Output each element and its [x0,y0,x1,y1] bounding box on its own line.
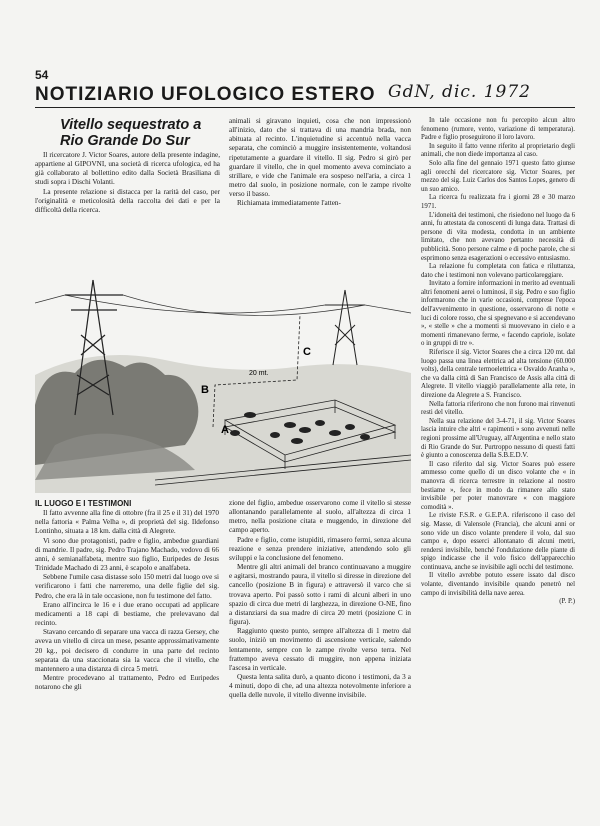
body-paragraph: animali si giravano inquieti, cosa che non impressionò all'inizio, dato che si trattava di una mandria brada, non abituata al recinto. L'inquietudine si accentuò nella vacca separata, che cominciò a muggire insistentemente, voltandosi ripetutamente a guardare il vitello. Il sig. Pedro si girò per guardare il vitello, che in quel momento aveva cominciato a strillare, e vide che l'animale era sospeso nell'aria, a circa 1 metro dal suolo, in posizione normale, con le zampe rivolte verso il basso. [229,117,411,199]
intro-paragraph: Il ricercatore J. Victor Soares, autore della presente indagine, appartiene al GIPOVNI, una società di ricerca ufologica, ed ha già collaborato al bollettino edito dalla Società Brasiliana di studi sopra i Dischi Volanti. [35,151,220,187]
body-paragraph: Erano all'incirca le 16 e i due erano occupati ad applicare medicamenti a 18 capi di bestiame, che prelevavano dal recinto. [35,600,219,628]
body-paragraph: Sebbene l'umile casa distasse solo 150 metri dal luogo ove si verificarono i fatti che narreremo, una delle figlie del sig. Pedro, che era là in tale occasione, non fu testimone del fatto. [35,573,219,600]
article-column-1-bottom [35,499,219,692]
body-paragraph: Il caso riferito dal sig. Victor Soares può essere ammesso come quello di un disco volante che « in manovra di ricerca terrestre in relazione al nostro bestiame », fece in modo da rimanere allo stato invisibile per poter manovrare « con maggiore comodità ». [421,460,575,511]
figure-distance-label: 20 mt. [249,370,269,377]
body-paragraph: In seguito il fatto venne riferito al proprietario degli animali, che non diede importanza al caso. [421,142,575,159]
body-paragraph: Riferisce il sig. Victor Soares che a circa 120 mt. dal luogo passa una linea elettrica ad alta tensione (60.000 volts), della centrale termoelettrica « Osvaldo Aranha », che va dalla città di San Francisco de Assis alla città di Alegrete. Il vitello viaggiò parallelamente alla rete, in direzione da Alegrete a S. Francisco. [421,349,575,399]
author-signature: (P. P.) [559,598,575,606]
body-paragraph: La relazione fu completata con fatica e riluttanza, dato che i testimoni non volevano particolareggiare. [421,263,575,279]
body-paragraph: Mentre procedevano al trattamento, Pedro ed Euripedes notarono che gli [35,673,219,692]
article-column-2-top [229,117,411,209]
article-column-3 [421,117,575,607]
body-paragraph: Vi sono due protagonisti, padre e figlio, ambedue guardiani di mandrie. Il padre, sig. Pedro Trajano Machado, vedovo di 66 anni, è semianalfabeta, mentre suo figlio, Euripedes de Jesus Trinidade Machado di 23 anni, è scapolo e analfabeta. [35,536,219,573]
body-paragraph: L'idoneità dei testimoni, che risiedono nel luogo da 6 anni, fu attestata da conoscenti di lunga data. Trattasi di persone di vita modesta, condotta in un ambiente limitato, che non avevano pertanto necessità di pubblicità. Sono persone calme e di poche parole, che si esprimono senza esagerazioni o eccessivo entusiasmo. [421,211,575,262]
section-heading: IL LUOGO E I TESTIMONI [35,499,132,508]
body-paragraph: Richiamata immediatamente l'atten- [237,199,341,208]
handwritten-annotation: GdN, dic. 1972 [388,82,531,102]
body-paragraph: In tale occasione non fu percepito alcun altro fenomeno (rumore, vento, variazione di temperatura). Padre e figlio proseguirono il loro lavoro. [421,117,575,142]
figure-label-b: B [201,384,209,396]
body-paragraph: Raggiunto questo punto, sempre all'altezza di 1 metro dal suolo, iniziò un movimento di ascensione verticale, salendo lentamente, sempre con le zampe rivolte verso terra. Nel frattempo aveva cessato di muggire, non appena iniziata l'ascesa in verticale. [229,627,411,672]
body-paragraph: La ricerca fu realizzata fra i giorni 28 e 30 marzo 1971. [421,194,575,210]
body-paragraph: Nella fattoria riferirono che non furono mai rinvenuti resti del vitello. [421,400,575,417]
intro-paragraph: La presente relazione si distacca per la rarità del caso, per l'originalità e meticolosità della raccolta dei dati e per la difficoltà della ricerca. [35,187,220,214]
body-paragraph: Padre e figlio, come istupiditi, rimasero fermi, senza alcuna reazione e senza prendere iniziative, attendendo solo gli sviluppi e la conclusione del fenomeno. [229,535,411,562]
section-header: NOTIZIARIO UFOLOGICO ESTERO [35,84,376,105]
body-paragraph: Solo alla fine del gennaio 1971 questo fatto giunse agli orecchi del ricercatore sig. Victor Soares, per mezzo del sig. Luiz Carlos dos Santos Lopes, genero di un suo amico. [421,159,575,193]
body-paragraph: Le riviste F.S.R. e G.E.P.A. riferiscono il caso del sig. Masse, di Valensole (Francia), che alcuni anni or sono vide un disco volante prendere il volo, dal suo campo e, dopo esserci allontanato di alcuni metri, rendersi invisibile, benché l'ondulazione delle piante di spigo indicasse che il volo fisico dell'apparecchio continuava, anche se invisibile agli occhi del testimone. [421,512,575,571]
body-paragraph: Nella sua relazione del 3-4-71, il sig. Victor Soares lascia intuire che altri « rapimenti » sono avvenuti nelle regioni prossime all'Uruguay, all'Argentina e nello stato di Rio Grande do Sur. Purtroppo nessuno di questi fatti è giunto a conoscenza della S.B.E.D.V. [421,417,575,460]
body-paragraph: zione del figlio, ambedue osservarono come il vitello si stesse allontanando parallelamente al suolo, all'altezza di circa 1 metro, nella posizione citata e muggendo, in direzione del campo aperto. [229,499,411,535]
body-paragraph: Stavano cercando di separare una vacca di razza Gersey, che aveva un vitello di circa un mese, pesante approssimativamente 20 kg., poi decisero di condurre in una parte del recinto separata da una staccionata sia la vacca che il vitello, che mantennero a una distanza di circa 5 metri. [35,628,219,673]
intro-column [35,151,220,215]
article-title: Vitello sequestrato a Rio Grande Do Sur [60,117,202,149]
header-rule [35,107,575,108]
figure-label-a: A [221,424,229,436]
scene-illustration [35,255,411,493]
figure-label-c: C [303,346,311,358]
body-paragraph: Mentre gli altri animali del branco continuavano a muggire e agitarsi, mostrando paura, il vitello si diresse in direzione del cancello (posizione B in figura) e attraversò il varco che si trovava aperto. Poi passò sotto i rami di alcuni alberi in uno spazio di circa due metri di larghezza, in direzione O-NE, fino a distanziarsi da sua madre di circa 20 metri (posizione C in figura). [229,563,411,627]
body-paragraph: Invitato a fornire informazioni in merito ad eventuali altri fenomeni aerei o luminosi, il sig. Pedro e suo figlio informarono che in varie occasioni, comprese l'epoca dell'avvenimento in questione, osservarono di notte « luci di colore rosso, che si spegnevano e si accendevano », « stelle » che a momenti si muovevano in cielo e a momenti rimanevano ferme, « facendo capriole, isolate o in gruppi di tre ». [421,280,575,348]
body-paragraph: Questa lenta salita durò, a quanto dicono i testimoni, da 3 a 4 minuti, dopo di che, ad una altezza notevolmente inferiore a quella delle nuvole, il vitello divenne invisibile. [229,672,411,700]
body-paragraph: Il fatto avvenne alla fine di ottobre (fra il 25 e il 31) del 1970 nella fattoria « Palma Velha », di proprietà del sig. Ildefonso Lontinho, situata a 18 km. dalla città di Alegrete. [35,509,219,536]
article-column-2-bottom [229,499,411,700]
body-paragraph: Il vitello avrebbe potuto essere issato dal disco volante, diventando invisibile quando penetrò nel campo di invisibilità della nave aerea. [421,572,575,597]
page-number: 54 [35,68,49,82]
